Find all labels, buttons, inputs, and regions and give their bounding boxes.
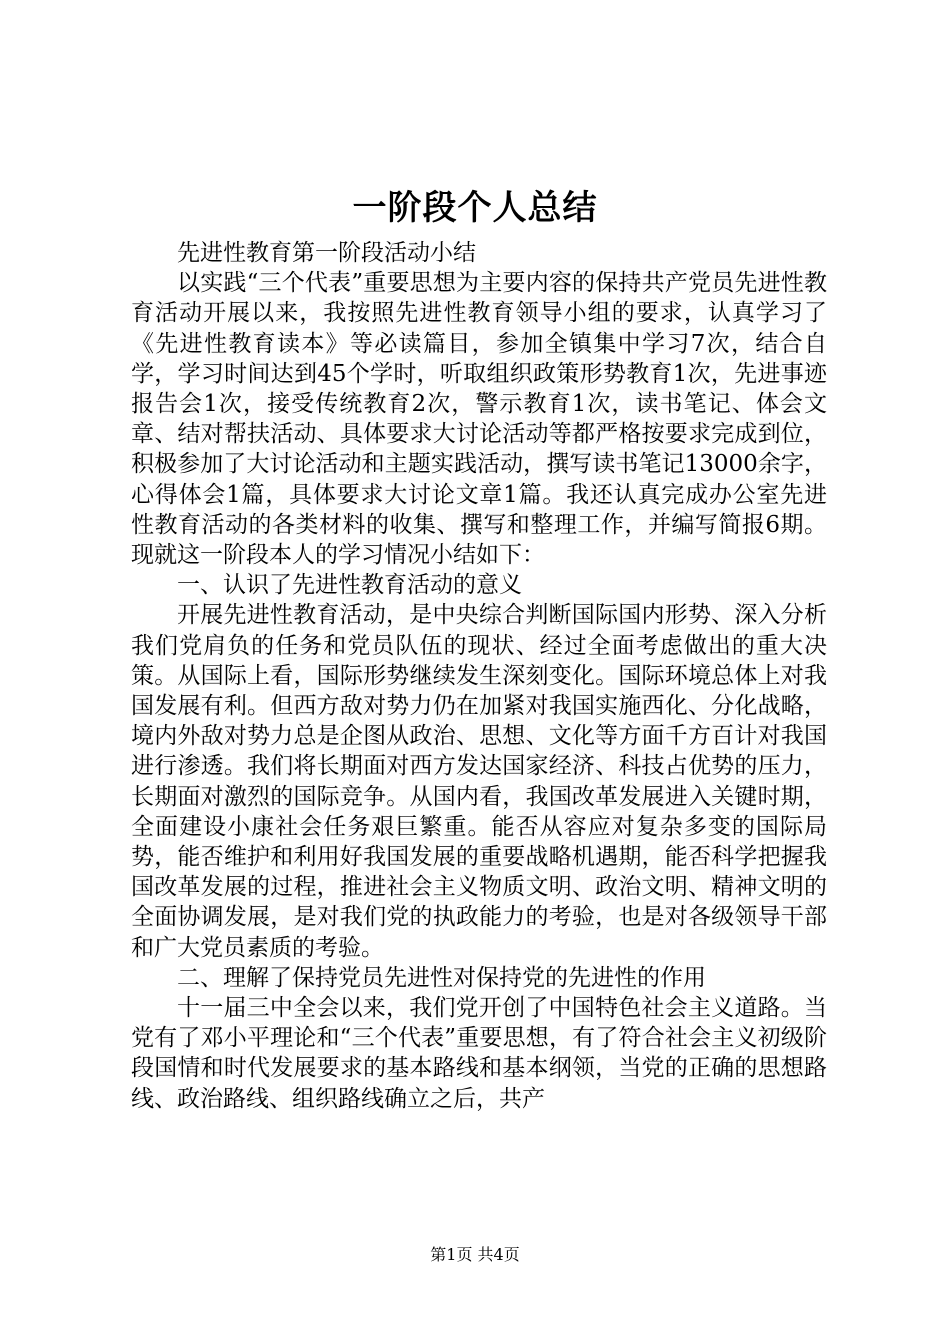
- page-footer: 第1页 共4页: [430, 1245, 520, 1264]
- section-heading-2: 二、理解了保持党员先进性对保持党的先进性的作用: [177, 964, 706, 991]
- paragraph-subtitle: 先进性教育第一阶段活动小结: [177, 240, 476, 266]
- document-title: 一阶段个人总结: [352, 188, 598, 228]
- document-body: [131, 238, 827, 1114]
- paragraph-intro: 以实践“三个代表”重要思想为主要内容的保持共产党员先进性教育活动开展以来，我按照先进性教育领导小组的要求，认真学习了《先进性教育读本》等必读篇目，参加全镇集中学习7次，结合自学，学习时间达到45个学时，听取组织政策形势教育1次，先进事迹报告会1次，接受传统教育2次，警示教育1次，读书笔记、体会文章、结对帮扶活动、具体要求大讨论活动等都严格按要求完成到位，积极参加了大讨论活动和主题实践活动，撰写读书笔记13000余字，心得体会1篇，具体要求大讨论文章1篇。我还认真完成办公室先进性教育活动的各类材料的收集、撰写和整理工作，并编写简报6期。现就这一阶段本人的学习情况小结如下：: [131, 270, 827, 569]
- paragraph-section-2: 十一届三中全会以来，我们党开创了中国特色社会主义道路。当党有了邓小平理论和“三个代表”重要思想，有了符合社会主义初级阶段国情和时代发展要求的基本路线和基本纲领，当党的正确的思想路线、政治路线、组织路线确立之后，共产: [131, 995, 827, 1112]
- paragraph-section-1: 开展先进性教育活动，是中央综合判断国际国内形势、深入分析我们党肩负的任务和党员队伍的现状、经过全面考虑做出的重大决策。从国际上看，国际形势继续发生深刻变化。国际环境总体上对我国发展有利。但西方敌对势力仍在加紧对我国实施西化、分化战略，境内外敌对势力总是企图从政治、思想、文化等方面千方百计对我国进行渗透。我们将长期面对西方发达国家经济、科技占优势的压力，长期面对激烈的国际竞争。从国内看，我国改革发展进入关键时期，全面建设小康社会任务艰巨繁重。能否从容应对复杂多变的国际局势，能否维护和利用好我国发展的重要战略机遇期，能否科学把握我国改革发展的过程，推进社会主义物质文明、政治文明、精神文明的全面协调发展，是对我们党的执政能力的考验，也是对各级领导干部和广大党员素质的考验。: [131, 602, 827, 961]
- section-heading-1: 一、认识了先进性教育活动的意义: [177, 572, 522, 599]
